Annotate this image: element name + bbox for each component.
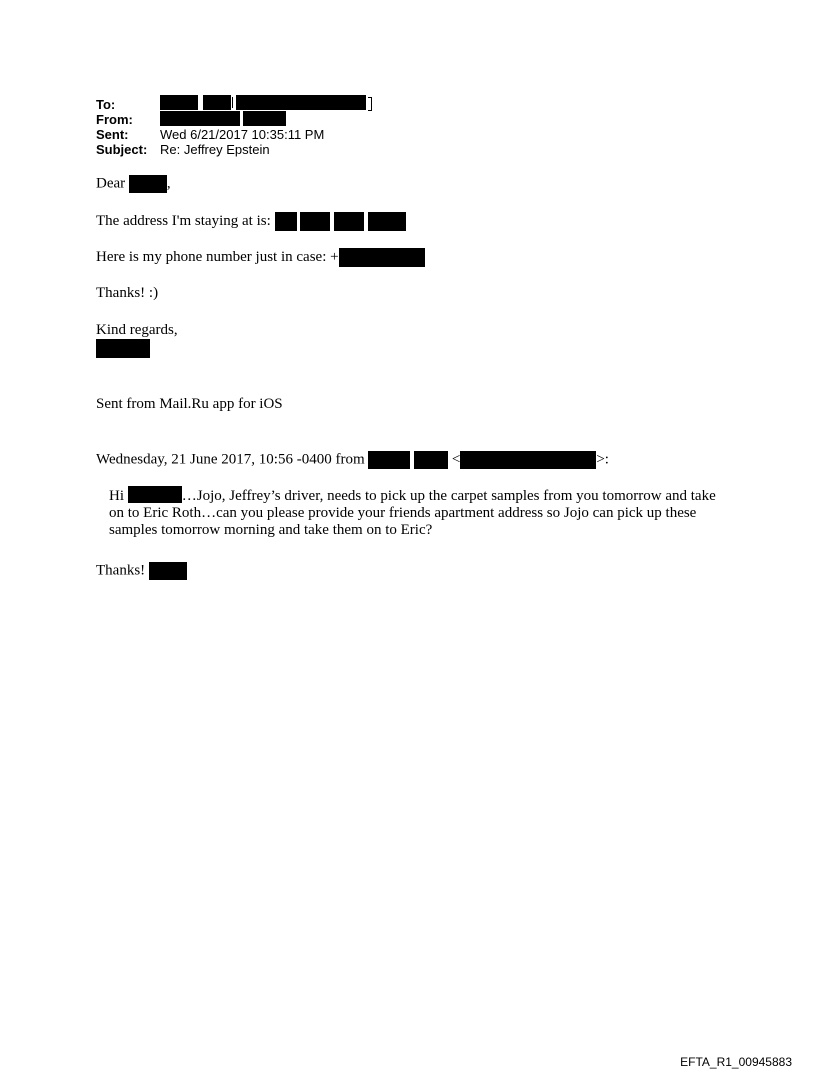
subject-row	[96, 142, 270, 157]
to-row	[96, 97, 160, 112]
redaction-quote-name	[128, 486, 182, 503]
quote-body: …Jojo, Jeffrey’s driver, needs to pick up the carpet samples from you tomorrow and take on to Eric Roth…can you please provide your friends apartment address so Jojo can pick up these samples tomorrow morning and take them on to Eric?	[109, 488, 716, 538]
address-line	[96, 212, 406, 231]
redaction-address-4	[368, 212, 406, 231]
greeting-comma: ,	[166, 175, 171, 192]
redaction-address-3	[334, 212, 364, 231]
redaction-name	[129, 175, 167, 193]
subject-value: Re: Jeffrey Epstein	[160, 142, 270, 157]
final-thanks-text: Thanks!	[96, 562, 146, 579]
thanks-line: Thanks! :)	[96, 285, 159, 301]
redaction-sender-1	[368, 451, 410, 469]
phone-line	[96, 248, 425, 267]
redaction-to-2	[203, 95, 231, 110]
redaction-final-name	[149, 562, 187, 580]
redaction-address-2	[300, 212, 330, 231]
quoted-header-line	[96, 451, 609, 469]
quote-hi: Hi	[109, 488, 124, 504]
app-signature-line: Sent from Mail.Ru app for iOS	[96, 396, 283, 412]
greeting-line	[96, 175, 171, 193]
phone-text: Here is my phone number just in case: +	[96, 248, 339, 265]
redaction-from-1	[160, 111, 240, 126]
greeting-text: Dear	[96, 175, 126, 192]
redaction-to-1	[160, 95, 198, 110]
redaction-to-mark	[232, 97, 233, 108]
redaction-to-bracket	[368, 97, 372, 111]
redaction-from-2	[243, 111, 286, 126]
sent-label: Sent:	[96, 127, 129, 142]
final-thanks-line	[96, 562, 187, 580]
redaction-sender-2	[414, 451, 448, 469]
from-row	[96, 112, 160, 127]
redaction-address-1	[275, 212, 297, 231]
from-label: From:	[96, 112, 133, 127]
closing-line: Kind regards,	[96, 322, 178, 338]
redaction-sender-email	[460, 451, 596, 469]
quoted-message	[109, 486, 719, 539]
redaction-to-3	[236, 95, 366, 110]
sent-value: Wed 6/21/2017 10:35:11 PM	[160, 127, 325, 142]
redaction-signature	[96, 339, 150, 358]
to-label: To:	[96, 97, 116, 112]
redaction-phone	[339, 248, 425, 267]
document-id: EFTA_R1_00945883	[680, 1055, 792, 1069]
quoted-header-lt: <	[451, 451, 461, 468]
quoted-header-gt: >:	[596, 451, 609, 468]
sent-row	[96, 127, 324, 142]
subject-label: Subject:	[96, 142, 148, 157]
address-text: The address I'm staying at is:	[96, 212, 271, 229]
quoted-header-text: Wednesday, 21 June 2017, 10:56 -0400 from	[96, 451, 365, 468]
